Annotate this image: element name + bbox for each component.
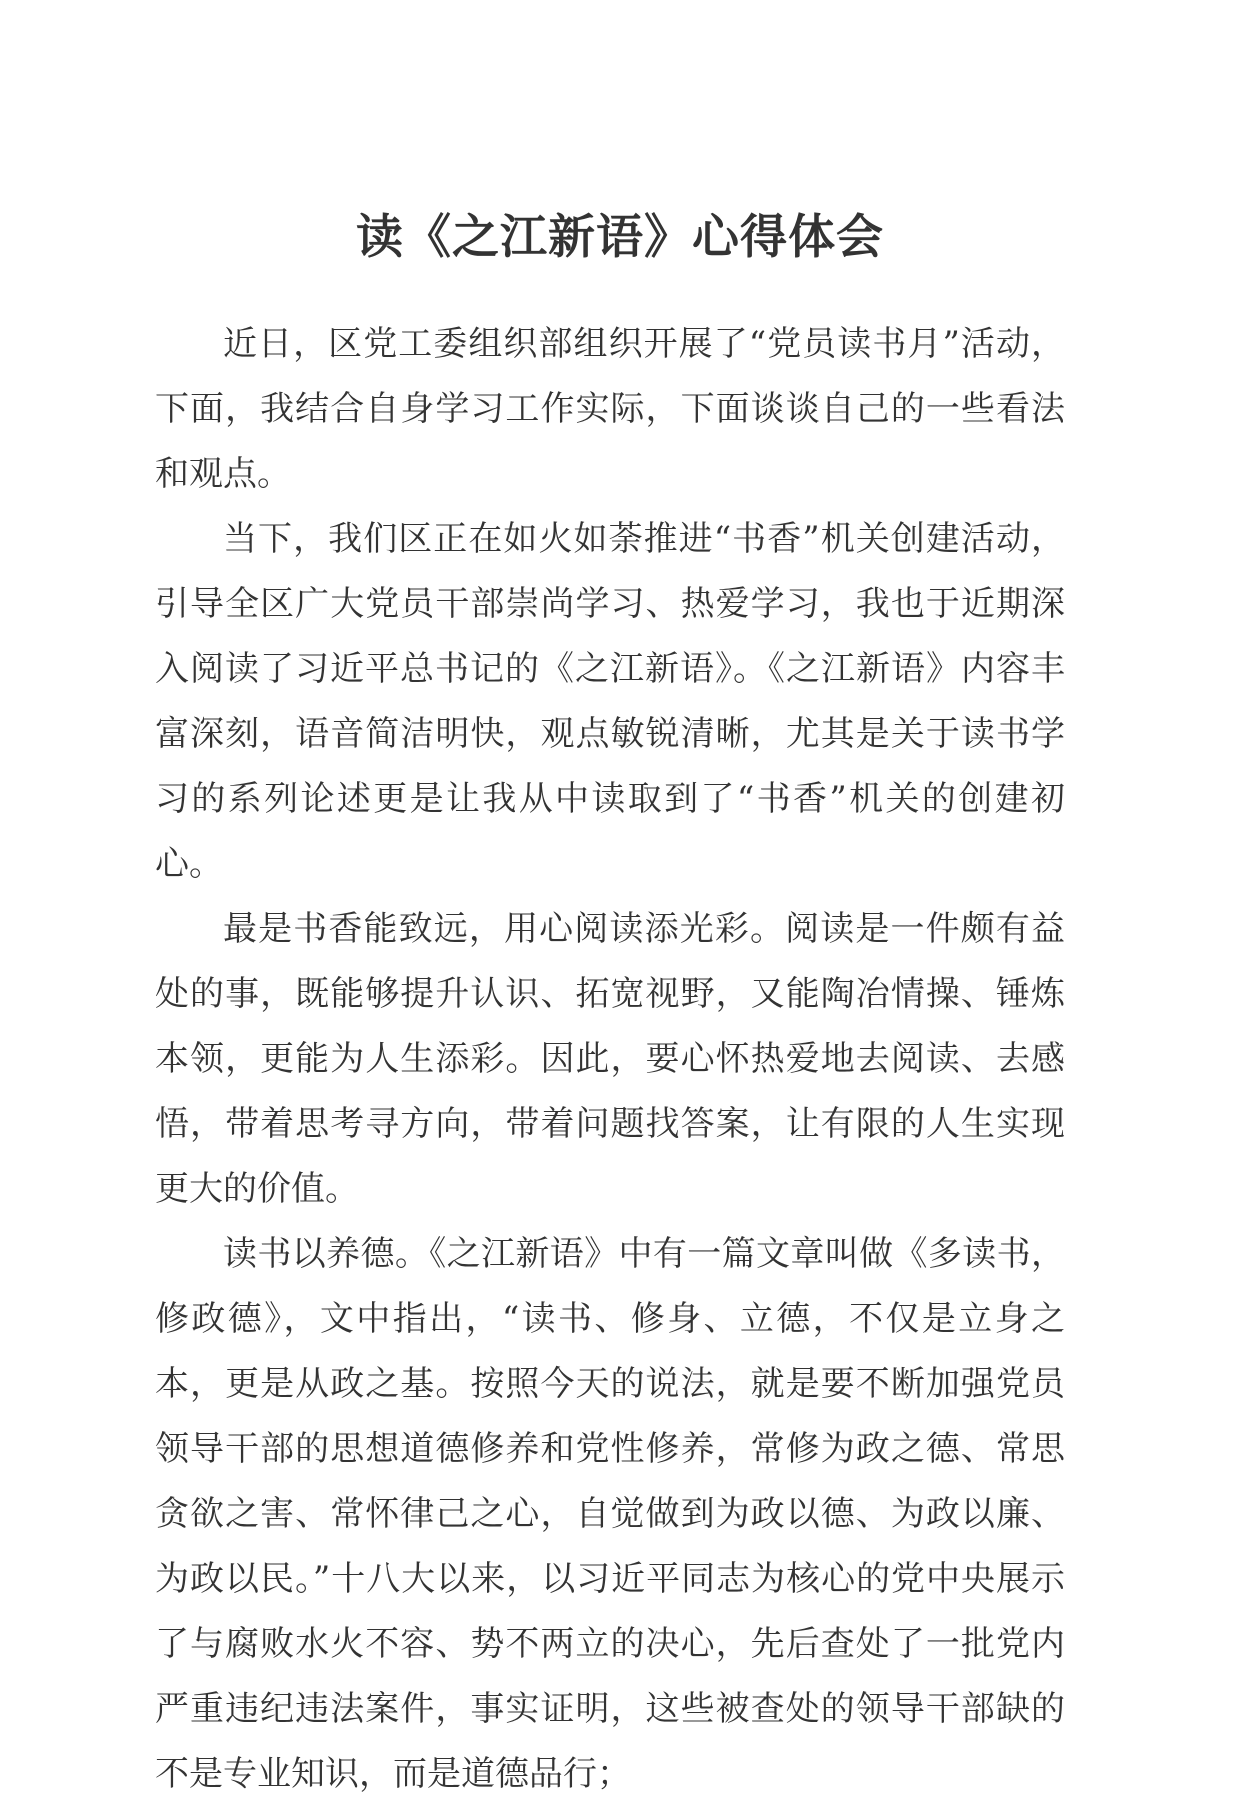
paragraph-2: 当下，我们区正在如火如荼推进“书香”机关创建活动，引导全区广大党员干部崇尚学习、热爱学习，我也于近期深入阅读了习近平总书记的《之江新语》。《之江新语》内容丰富深刻，语音简洁明快，观点敏锐清晰，尤其是关于读书学习的系列论述更是让我从中读取到了“书香”机关的创建初心。 <box>155 519 1065 884</box>
paragraph-4: 读书以养德。《之江新语》中有一篇文章叫做《多读书，修政德》，文中指出，“读书、修身、立德，不仅是立身之本，更是从政之基。按照今天的说法，就是要不断加强党员领导干部的思想道德修养和党性修养，常修为政之德、常思贪欲之害、常怀律己之心，自觉做到为政以德、为政以廉、为政以民。”十八大以来，以习近平同志为核心的党中央展示了与腐败水火不容、势不两立的决心，先后查处了一批党内严重违纪违法案件，事实证明，这些被查处的领导干部缺的不是专业知识，而是道德品行； <box>155 1234 1065 1794</box>
paragraph-1: 近日，区党工委组织部组织开展了“党员读书月”活动，下面，我结合自身学习工作实际，下面谈谈自己的一些看法和观点。 <box>155 324 1065 494</box>
document-body <box>155 312 1065 1807</box>
paragraph-3: 最是书香能致远，用心阅读添光彩。阅读是一件颇有益处的事，既能够提升认识、拓宽视野，又能陶冶情操、锤炼本领，更能为人生添彩。因此，要心怀热爱地去阅读、去感悟，带着思考寻方向，带着问题找答案，让有限的人生实现更大的价值。 <box>155 909 1065 1209</box>
document-title: 读《之江新语》心得体会 <box>356 210 884 265</box>
